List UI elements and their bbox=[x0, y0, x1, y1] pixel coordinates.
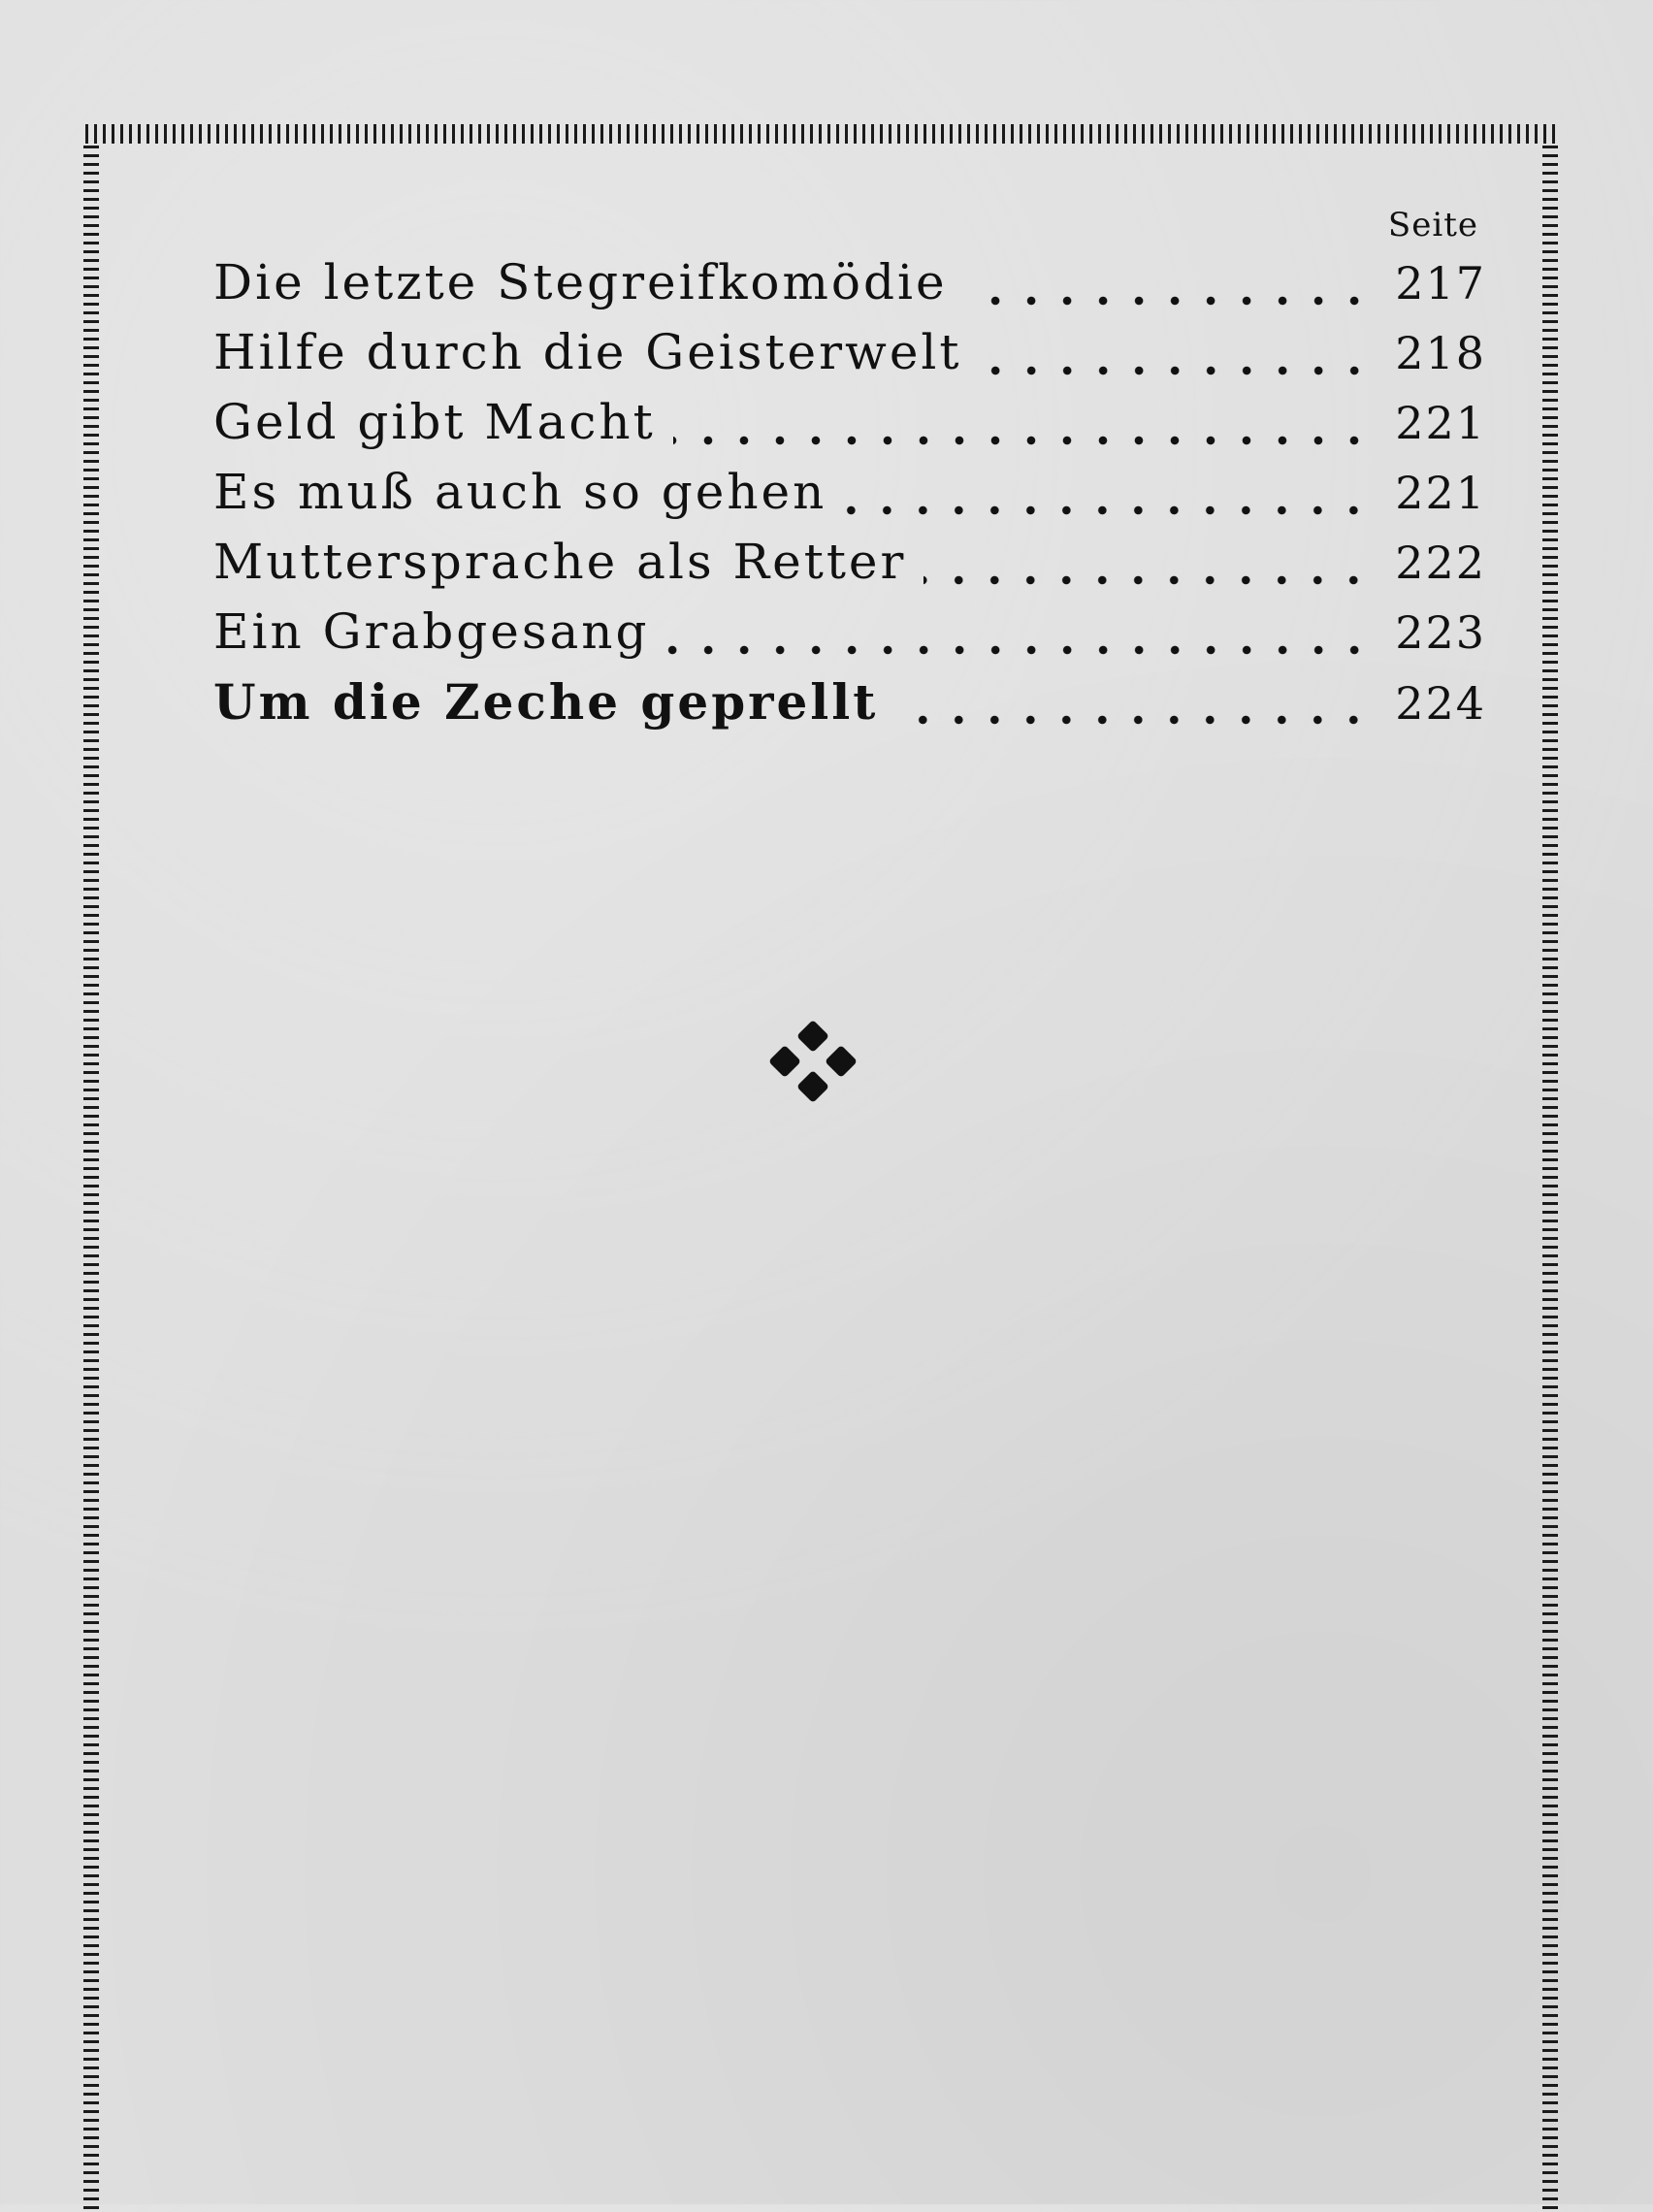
toc-entry bbox=[213, 603, 1486, 673]
toc-entry-title: Geld gibt Macht bbox=[213, 394, 656, 450]
toc-entry-page: 218 bbox=[1395, 327, 1486, 379]
toc-entry-page: 224 bbox=[1395, 677, 1486, 730]
dot-leader bbox=[844, 505, 1372, 515]
toc-entry-title: Die letzte Stegreifkomödie bbox=[213, 254, 948, 310]
toc-entry bbox=[213, 324, 1486, 394]
toc-entry-page: 217 bbox=[1395, 257, 1486, 309]
toc-entry bbox=[213, 254, 1486, 324]
page-border-left bbox=[83, 146, 99, 2212]
table-of-contents bbox=[213, 254, 1486, 743]
toc-entry-page: 223 bbox=[1395, 606, 1486, 659]
toc-entry bbox=[213, 673, 1486, 743]
toc-entry bbox=[213, 394, 1486, 464]
toc-entry bbox=[213, 464, 1486, 534]
page-column-label: Seite bbox=[1387, 206, 1478, 244]
toc-entry-page: 221 bbox=[1395, 467, 1486, 519]
toc-entry-page: 221 bbox=[1395, 397, 1486, 449]
dot-leader bbox=[667, 645, 1373, 655]
toc-entry-title: Muttersprache als Retter bbox=[213, 534, 907, 590]
toc-entry-title: Es muß auch so gehen bbox=[213, 464, 827, 520]
toc-entry bbox=[213, 534, 1486, 603]
dot-leader bbox=[924, 575, 1372, 585]
toc-entry-page: 222 bbox=[1395, 537, 1486, 589]
toc-entry-title: Um die Zeche geprellt bbox=[213, 673, 879, 731]
dot-leader bbox=[895, 715, 1372, 725]
dot-leader bbox=[673, 436, 1372, 445]
toc-entry-title: Hilfe durch die Geisterwelt bbox=[213, 324, 962, 380]
page-border-right bbox=[1542, 146, 1558, 2212]
page-border-top bbox=[85, 124, 1556, 144]
dot-leader bbox=[965, 296, 1373, 306]
dot-leader bbox=[980, 366, 1373, 375]
toc-entry-title: Ein Grabgesang bbox=[213, 603, 650, 660]
four-diamond-fleuron-icon bbox=[764, 1021, 861, 1108]
